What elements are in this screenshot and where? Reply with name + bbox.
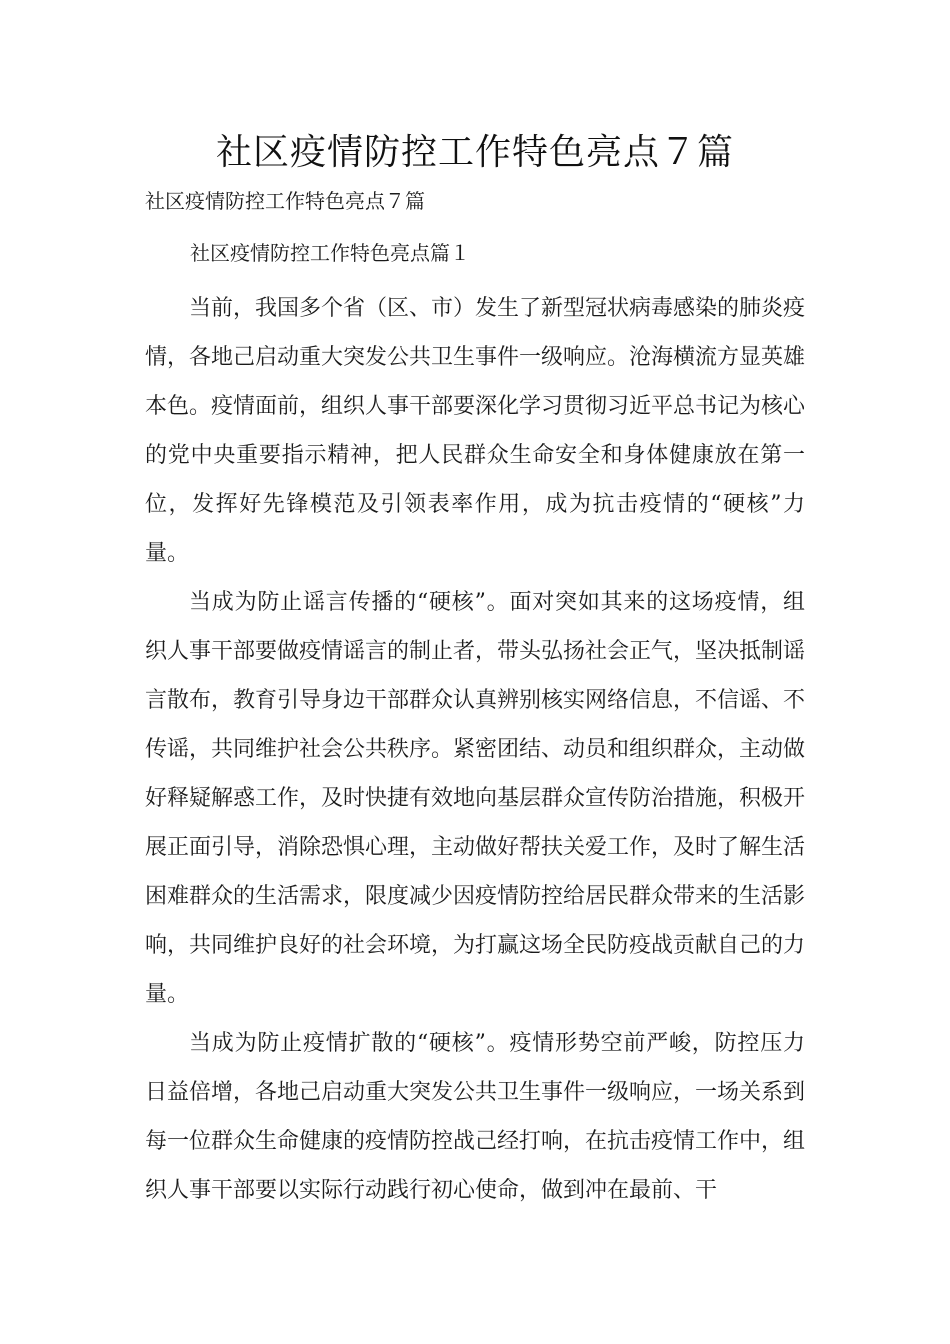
paragraph-1: 当前，我国多个省（区、市）发生了新型冠状病毒感染的肺炎疫情，各地己启动重大突发公共卫生事件一级响应。沧海横流方显英雄本色。疫情面前，组织人事干部要深化学习贯彻习近平总书记为核心的党中央重要指示精神，把人民群众生命安全和身体健康放在第一位，发挥好先锋模范及引领表率作用，成为抗击疫情的“硬核”力量。	[145, 296, 806, 566]
paragraph-3: 当成为防止疫情扩散的“硬核”。疫情形势空前严峻，防控压力日益倍增，各地己启动重大突发公共卫生事件一级响应，一场关系到每一位群众生命健康的疫情防控战己经打响，在抗击疫情工作中，组织人事干部要以实际行动践行初心使命，做到冲在最前、干	[145, 1031, 806, 1203]
document-title: 社区疫情防控工作特色亮点７篇	[215, 132, 734, 173]
body-text	[145, 284, 805, 1215]
section-heading: 社区疫情防控工作特色亮点篇１	[190, 241, 470, 265]
document-subtitle: 社区疫情防控工作特色亮点７篇	[145, 189, 425, 213]
paragraph-2: 当成为防止谣言传播的“硬核”。面对突如其来的这场疫情，组织人事干部要做疫情谣言的制止者，带头弘扬社会正气，坚决抵制谣言散布，教育引导身边干部群众认真辨别核实网络信息，不信谣、不传谣，共同维护社会公共秩序。紧密团结、动员和组织群众，主动做好释疑解惑工作，及时快捷有效地向基层群众宣传防治措施，积极开展正面引导，消除恐惧心理，主动做好帮扶关爱工作，及时了解生活困难群众的生活需求，限度减少因疫情防控给居民群众带来的生活影响，共同维护良好的社会环境，为打赢这场全民防疫战贡献自己的力量。	[145, 590, 806, 1007]
